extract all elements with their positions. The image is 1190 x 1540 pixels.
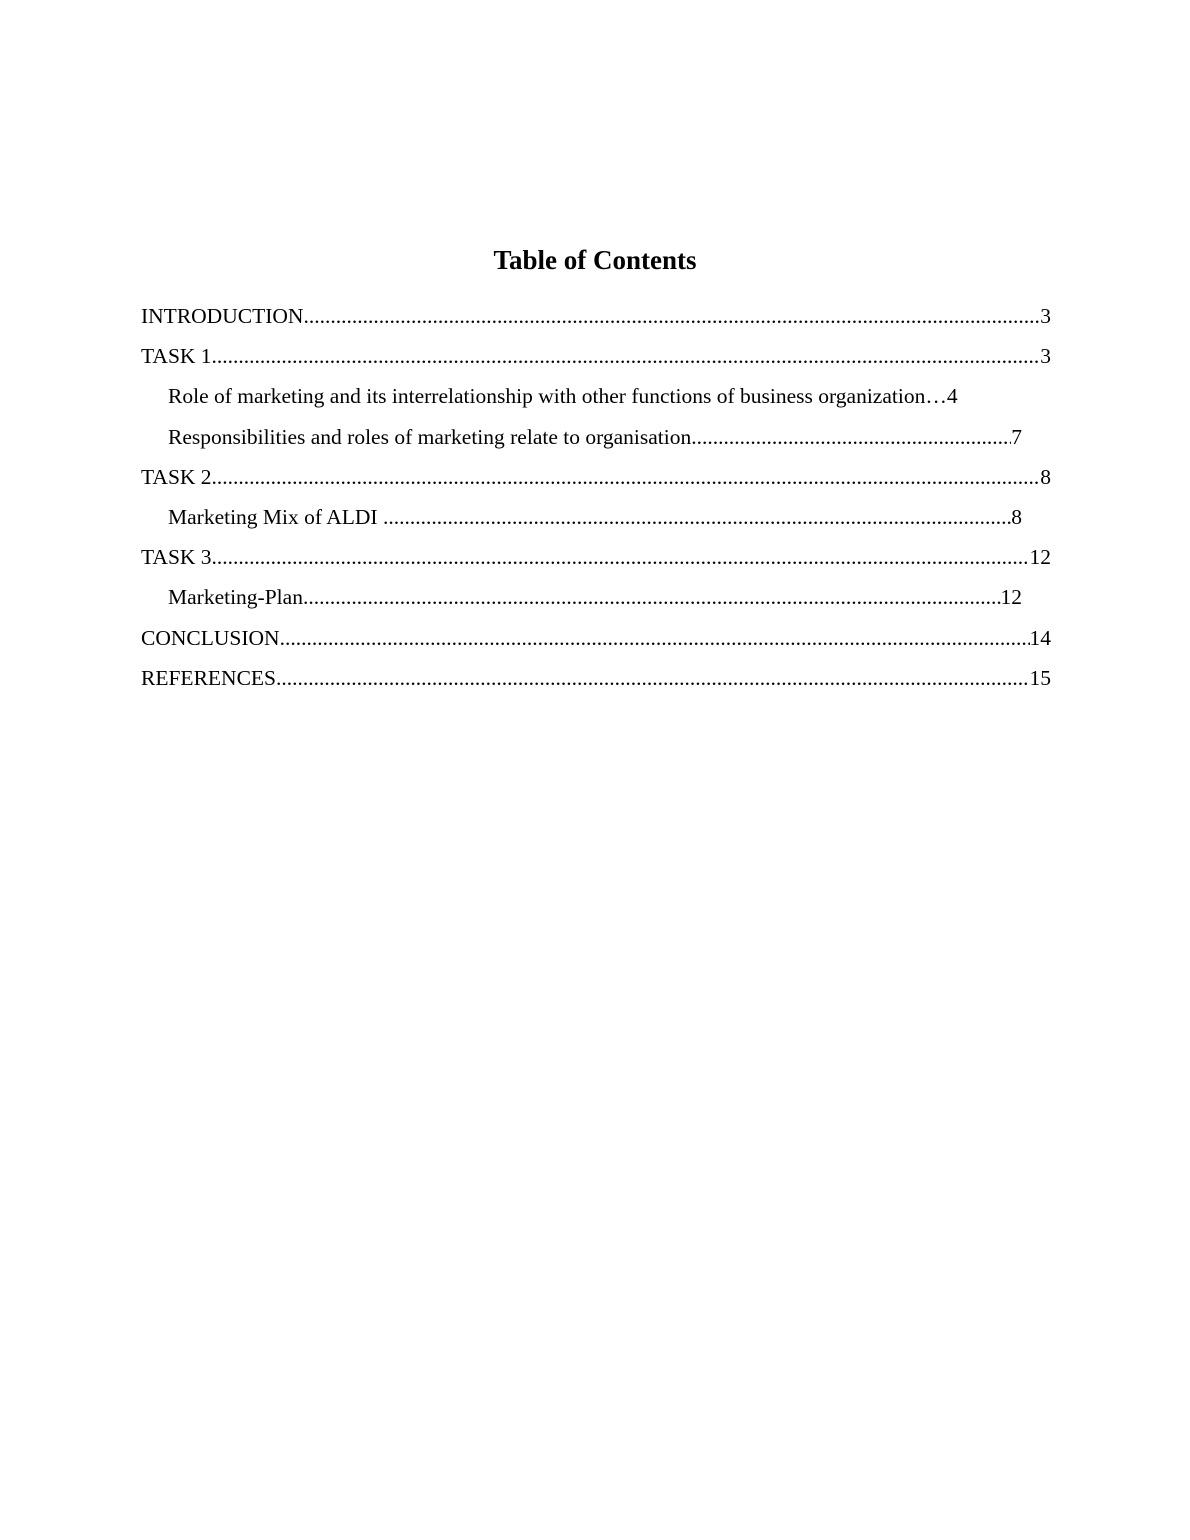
toc-entry-responsibilities[interactable] — [141, 421, 1022, 461]
toc-leader-dots — [383, 501, 1011, 533]
toc-entry-introduction[interactable] — [141, 300, 1051, 340]
toc-title: Table of Contents — [493, 245, 697, 275]
toc-entry-text: Role of marketing and its interrelationship with other functions of business organization… — [168, 384, 947, 409]
toc-page-number: 3 — [1040, 304, 1051, 328]
toc-entry-text: TASK 3 — [141, 545, 212, 570]
toc-entry-text: INTRODUCTION — [141, 304, 304, 328]
toc-page-number: 15 — [1029, 665, 1051, 690]
toc-page-number: 3 — [1040, 344, 1051, 369]
toc-page-number: 8 — [1040, 464, 1051, 489]
toc-page-number: 4 — [946, 384, 958, 409]
toc-entry-task-2[interactable] — [141, 461, 1051, 501]
toc-page-number: 12 — [1000, 585, 1022, 610]
toc-entry-text: Responsibilities and roles of marketing relate to organisation — [168, 424, 692, 449]
toc-leader-dots — [303, 581, 1001, 613]
toc-list — [141, 300, 1051, 702]
toc-entry-text: CONCLUSION — [141, 625, 280, 650]
toc-page-number: 12 — [1029, 545, 1051, 570]
toc-leader-dots — [212, 461, 1041, 493]
toc-page-number: 8 — [1011, 504, 1022, 529]
toc-entry-conclusion[interactable] — [141, 622, 1051, 662]
toc-entry-text: Marketing-Plan — [168, 585, 303, 610]
toc-entry-text: TASK 1 — [141, 344, 212, 369]
toc-page-number: 7 — [1011, 424, 1022, 449]
toc-entry-text: REFERENCES — [141, 665, 276, 690]
toc-page-number: 14 — [1029, 625, 1051, 650]
toc-entry-references[interactable] — [141, 662, 1051, 702]
toc-entry-text: Marketing Mix of ALDI — [168, 504, 383, 529]
toc-entry-task-1[interactable] — [141, 340, 1051, 380]
toc-leader-dots — [691, 421, 1011, 453]
toc-entry-role-of-marketing[interactable] — [141, 380, 1022, 420]
toc-leader-dots — [212, 340, 1041, 372]
toc-entry-marketing-mix[interactable] — [141, 501, 1022, 541]
toc-entry-marketing-plan[interactable] — [141, 581, 1022, 621]
toc-leader-dots — [276, 662, 1030, 694]
toc-entry-task-3[interactable] — [141, 541, 1051, 581]
toc-leader-dots — [303, 300, 1040, 332]
toc-leader-dots — [280, 622, 1030, 654]
toc-entry-text: TASK 2 — [141, 464, 212, 489]
toc-leader-dots — [212, 541, 1030, 573]
